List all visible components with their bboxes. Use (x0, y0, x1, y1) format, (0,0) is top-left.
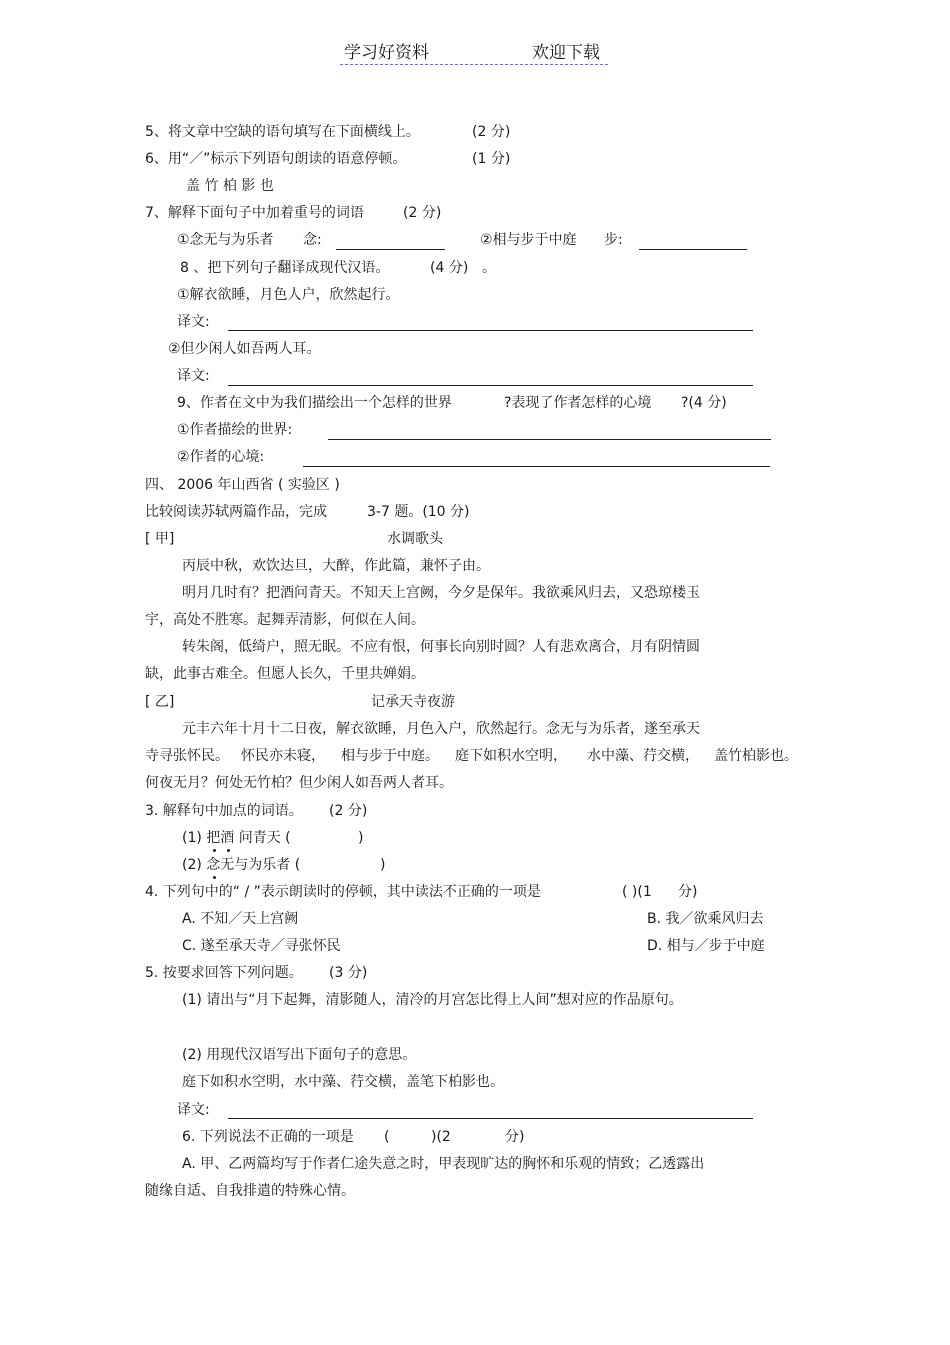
question-9: 9、作者在文中为我们描绘出一个怎样的世界 (177, 395, 452, 411)
question-6b: 6. 下列说法不正确的一项是 (182, 1129, 354, 1145)
answer-line (228, 330, 753, 331)
question-8-tail: 。 (482, 260, 496, 276)
question-9-part-b: ?表现了作者怎样的心境 (504, 395, 652, 411)
passage-jia-line: 宇，高处不胜寒。起舞弄清影，何似在人间。 (145, 612, 425, 628)
passage-yi-fragment: 怀民亦未寝， (241, 748, 325, 764)
question-6b-bracket-close: )(2 (431, 1129, 451, 1145)
section-intro-range: 3-7 题。(10 分) (367, 504, 470, 520)
section-4-heading: 四、 2006 年山西省 ( 实验区 ) (145, 477, 340, 493)
question-3-item-1-close: ) (358, 830, 364, 846)
passage-jia-preface: 丙辰中秋，欢饮达旦，大醉，作此篇，兼怀子由。 (182, 558, 490, 574)
passage-jia-tag: [ 甲] (145, 531, 175, 547)
passage-yi-fragment: 水中藻、荇交横， (587, 748, 699, 764)
passage-yi-fragment: 庭下如积水空明， (455, 748, 567, 764)
question-3-item-2-close: ) (380, 857, 386, 873)
passage-yi-fragment: 盖竹柏影也。 (714, 748, 798, 764)
question-8-sentence-1: ①解衣欲睡，月色人户，欣然起行。 (177, 287, 400, 303)
question-4: 4. 下列句中的“ / ”表示朗读时的停顿，其中读法不正确的一项是 (145, 884, 541, 900)
question-9-answer-2: ②作者的心境: (177, 449, 265, 465)
question-8: 8 、把下列句子翻译成现代汉语。 (180, 260, 390, 276)
question-6b-option-a-cont: 随缘自适、自我排遣的特殊心情。 (145, 1183, 355, 1199)
question-3-item-2: (2) 念无与为乐者 ( (182, 857, 301, 873)
translation-label: 译文: (177, 1102, 210, 1118)
answer-line (228, 1118, 753, 1119)
passage-jia-line: 转朱阁，低绮户，照无眠。不应有恨，何事长向别时圆？人有悲欢离合，月有阴情圆 (182, 639, 700, 655)
question-7-item-1: ①念无与为乐者 (177, 232, 274, 248)
answer-line (336, 249, 445, 250)
translation-label: 译文: (177, 368, 210, 384)
question-7-word-1: 念: (303, 232, 322, 248)
answer-line (228, 385, 753, 386)
question-6-sentence: 盖 竹 柏 影 也 (186, 178, 274, 194)
question-4-option-b: B. 我／欲乘风归去 (647, 911, 764, 927)
passage-jia-line: 缺，此事古难全。但愿人长久，千里共婵娟。 (145, 666, 425, 682)
header-right-text: 欢迎下载 (532, 43, 600, 63)
passage-yi-fragment: 寺寻张怀民。 (145, 748, 229, 764)
question-4-option-d: D. 相与／步于中庭 (647, 938, 765, 954)
question-7-score: (2 分) (403, 205, 442, 221)
question-7-item-2: ②相与步于中庭 (480, 232, 577, 248)
question-5b: 5. 按要求回答下列问题。 (145, 965, 303, 981)
question-9-answer-1: ①作者描绘的世界: (177, 422, 293, 438)
question-8-sentence-2: ②但少闲人如吾两人耳。 (168, 341, 321, 357)
question-6b-option-a: A. 甲、乙两篇均写于作者仁途失意之时，甲表现旷达的胸怀和乐观的情致；乙透露出 (182, 1156, 705, 1172)
question-5b-score: (3 分) (329, 965, 368, 981)
passage-jia-title: 水调歌头 (387, 531, 443, 547)
question-4-score: 分) (678, 884, 698, 900)
emphasis-dot (213, 849, 216, 852)
question-6b-bracket-open: ( (384, 1129, 390, 1145)
question-9-score: ?(4 分) (681, 395, 727, 411)
question-3-score: (2 分) (329, 803, 368, 819)
emphasis-dot (213, 876, 216, 879)
question-5b-sentence: 庭下如积水空明，水中藻、荇交横，盖笔下柏影也。 (182, 1074, 504, 1090)
passage-jia-line: 明月几时有？把酒问青天。不知天上宫阙，今夕是保年。我欲乘风归去，又恐琼楼玉 (182, 585, 700, 601)
passage-yi-title: 记承天寺夜游 (371, 694, 455, 710)
question-7: 7、解释下面句子中加着重号的词语 (145, 205, 364, 221)
question-6-score: (1 分) (472, 151, 511, 167)
answer-line (328, 439, 771, 440)
question-3-item-1: (1) 把酒 问青天 ( (182, 830, 291, 846)
translation-label: 译文: (177, 314, 210, 330)
question-5b-item-1: (1) 请出与“月下起舞，清影随人，清冷的月宫怎比得上人间”想对应的作品原句。 (182, 992, 683, 1008)
question-8-score: (4 分) (430, 260, 469, 276)
question-6b-score: 分) (505, 1129, 525, 1145)
passage-yi-line: 何夜无月？何处无竹柏？但少闲人如吾两人者耳。 (145, 775, 453, 791)
question-3: 3. 解释句中加点的词语。 (145, 803, 303, 819)
passage-yi-line: 元丰六年十月十二日夜，解衣欲睡，月色入户，欣然起行。念无与为乐者，遂至承天 (182, 721, 700, 737)
question-4-option-c: C. 遂至承天寺／寻张怀民 (182, 938, 341, 954)
passage-yi-fragment: 相与步于中庭。 (341, 748, 439, 764)
question-7-word-2: 步: (604, 232, 623, 248)
question-6: 6、用“／”标示下列语句朗读的语意停顿。 (145, 151, 407, 167)
passage-yi-tag: [ 乙] (145, 694, 175, 710)
emphasis-dot (227, 849, 230, 852)
answer-line (639, 249, 747, 250)
question-4-bracket: ( )(1 (622, 884, 652, 900)
header-divider (340, 64, 608, 65)
section-intro: 比较阅读苏轼两篇作品，完成 (145, 504, 327, 520)
question-5: 5、将文章中空缺的语句填写在下面横线上。 (145, 124, 420, 140)
header-left-text: 学习好资料 (344, 43, 429, 63)
question-4-option-a: A. 不知／天上宫阙 (182, 911, 299, 927)
answer-line (303, 466, 770, 467)
question-5-score: (2 分) (472, 124, 511, 140)
question-5b-item-2: (2) 用现代汉语写出下面句子的意思。 (182, 1047, 417, 1063)
